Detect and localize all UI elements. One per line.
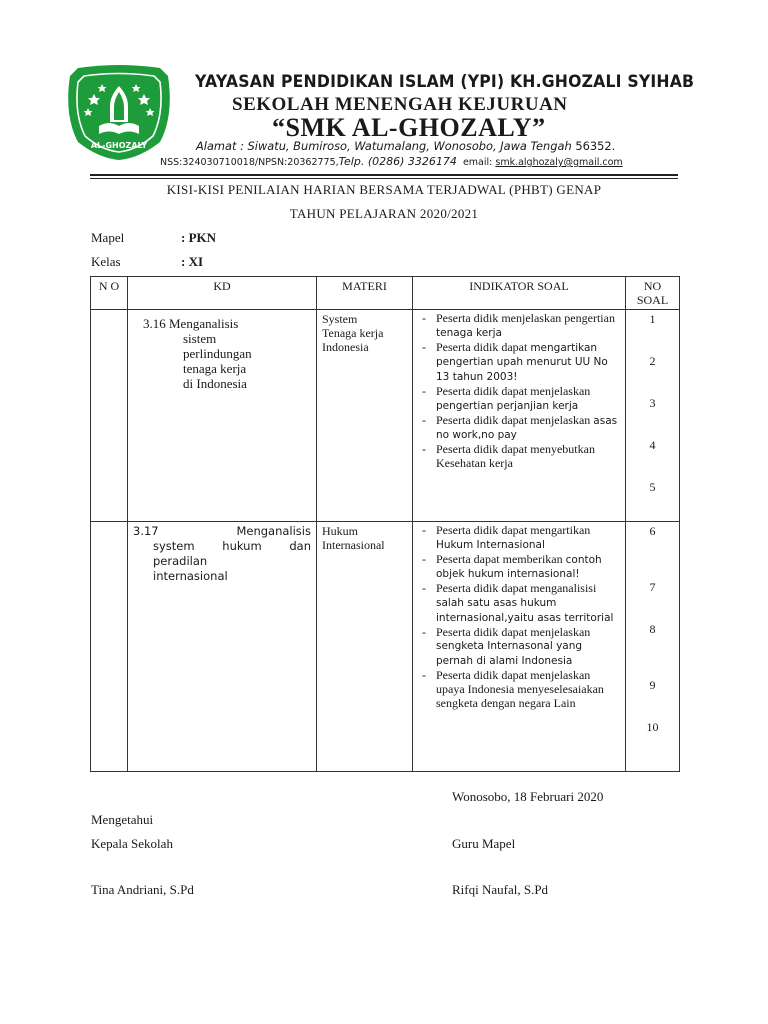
table-row xyxy=(91,522,680,772)
nss-npsn: NSS:324030710018/NPSN:20362775, xyxy=(160,157,339,168)
header-no-soal: NO SOAL xyxy=(626,277,680,310)
kd-text: peradilan xyxy=(153,554,208,568)
soal-number: 6 xyxy=(649,524,656,538)
email-link[interactable]: smk.alghozaly@gmail.com xyxy=(495,157,623,168)
mapel-value: : PKN xyxy=(181,230,217,245)
materi-text: System xyxy=(322,312,358,326)
guru-mapel-name: Rifqi Naufal, S.Pd xyxy=(452,882,549,897)
indikator-item: - Peserta didik dapat menjelaskan sengketa Internasonal yang pernah di alami Indonesia xyxy=(418,626,620,669)
school-contact xyxy=(160,155,623,168)
header-no: N O xyxy=(91,277,128,310)
indikator-item: - Peserta dapat memberikan contoh objek hukum internasional! xyxy=(418,553,620,583)
school-type: SEKOLAH MENENGAH KEJURUAN xyxy=(232,94,568,115)
kisi-kisi-table xyxy=(90,276,680,772)
foundation-name: YAYASAN PENDIDIKAN ISLAM (YPI) KH.GHOZALI SYIHAB xyxy=(195,72,695,91)
mengetahui-label: Mengetahui xyxy=(91,812,154,827)
kd-text: dan xyxy=(289,539,311,553)
postal-code: 56352. xyxy=(575,139,616,153)
header-kd: KD xyxy=(128,277,317,310)
kd-text: sistem xyxy=(183,331,217,346)
header-indikator: INDIKATOR SOAL xyxy=(413,277,626,310)
kelas-value: : XI xyxy=(181,254,204,269)
kd-text: system xyxy=(153,539,195,553)
soal-number: 8 xyxy=(649,622,656,636)
indikator-item: - Peserta didik dapat menjelaskan upaya Indonesia menyeselesaiakan sengketa dengan negara Lain xyxy=(418,669,620,710)
kd-text: 3.16 Menganalisis xyxy=(143,316,239,331)
row-number-cell xyxy=(91,310,128,522)
document-title: KISI-KISI PENILAIAN HARIAN BERSAMA TERJADWAL (PHBT) GENAP xyxy=(166,182,602,197)
school-name: “SMK AL-GHOZALY” xyxy=(272,113,546,142)
soal-number: 5 xyxy=(649,480,656,494)
header-materi: MATERI xyxy=(317,277,413,310)
header-rule-thick xyxy=(90,174,678,176)
kd-text: perlindungan xyxy=(183,346,252,361)
email-label: email: xyxy=(462,157,493,168)
soal-number: 9 xyxy=(649,678,656,692)
kepala-sekolah-name: Tina Andriani, S.Pd xyxy=(91,882,194,897)
indikator-item: - Peserta didik dapat mengartikan pengertian upah menurut UU No 13 tahun 2003! xyxy=(418,341,620,385)
mapel-line xyxy=(91,230,216,246)
row-number-cell xyxy=(91,522,128,772)
telephone: Telp. (0286) 3326174 xyxy=(338,155,457,168)
table-row xyxy=(91,310,680,522)
indikator-item: - Peserta didik dapat menjelaskan pengertian perjanjian kerja xyxy=(418,385,620,414)
header-rule-thin xyxy=(90,178,678,179)
address-text: Alamat : Siwatu, Bumiroso, Watumalang, Wonosobo, Jawa Tengah xyxy=(196,139,572,153)
kepala-sekolah-label: Kepala Sekolah xyxy=(91,836,173,851)
indikator-cell xyxy=(413,522,626,772)
mapel-label: Mapel xyxy=(91,230,125,245)
kelas-label: Kelas xyxy=(91,254,121,269)
soal-number: 3 xyxy=(649,396,656,410)
soal-number: 10 xyxy=(646,720,659,734)
indikator-item: - Peserta didik dapat menyebutkan Kesehatan kerja xyxy=(418,443,620,471)
kd-cell xyxy=(128,310,317,522)
materi-text: Hukum xyxy=(322,524,358,538)
kd-text: hukum xyxy=(222,539,262,553)
soal-cell xyxy=(626,522,680,772)
soal-number: 7 xyxy=(649,580,656,594)
logo-caption: AL-GHOZALY xyxy=(90,141,148,150)
kelas-line xyxy=(91,254,203,270)
soal-number: 1 xyxy=(649,312,656,326)
indikator-item: - Peserta didik dapat menganalisisi salah satu asas hukum internasional,yaitu asas territorial xyxy=(418,582,620,625)
soal-cell xyxy=(626,310,680,522)
materi-text: Tenaga kerja xyxy=(322,326,384,340)
school-logo xyxy=(64,64,174,160)
materi-cell xyxy=(317,522,413,772)
materi-cell xyxy=(317,310,413,522)
academic-year: TAHUN PELAJARAN 2020/2021 xyxy=(289,206,479,221)
indikator-item: - Peserta didik dapat mengartikan Hukum Internasional xyxy=(418,524,620,553)
kd-text: 3.17 xyxy=(133,524,159,538)
kd-text: di Indonesia xyxy=(183,376,247,391)
school-address xyxy=(196,139,615,153)
indikator-cell xyxy=(413,310,626,522)
soal-number: 2 xyxy=(649,354,656,368)
kd-cell xyxy=(128,522,317,772)
kd-text: internasional xyxy=(153,569,228,583)
guru-mapel-label: Guru Mapel xyxy=(452,836,516,851)
place-date: Wonosobo, 18 Februari 2020 xyxy=(452,789,604,804)
materi-text: Indonesia xyxy=(322,340,369,354)
indikator-item: - Peserta didik dapat menjelaskan asas no work,no pay xyxy=(418,414,620,444)
soal-number: 4 xyxy=(649,438,656,452)
kd-text: Menganalisis xyxy=(236,524,311,538)
indikator-item: - Peserta didik menjelaskan pengertian tenaga kerja xyxy=(418,312,620,341)
materi-text: Internasional xyxy=(322,538,385,552)
kd-text: tenaga kerja xyxy=(183,361,247,376)
